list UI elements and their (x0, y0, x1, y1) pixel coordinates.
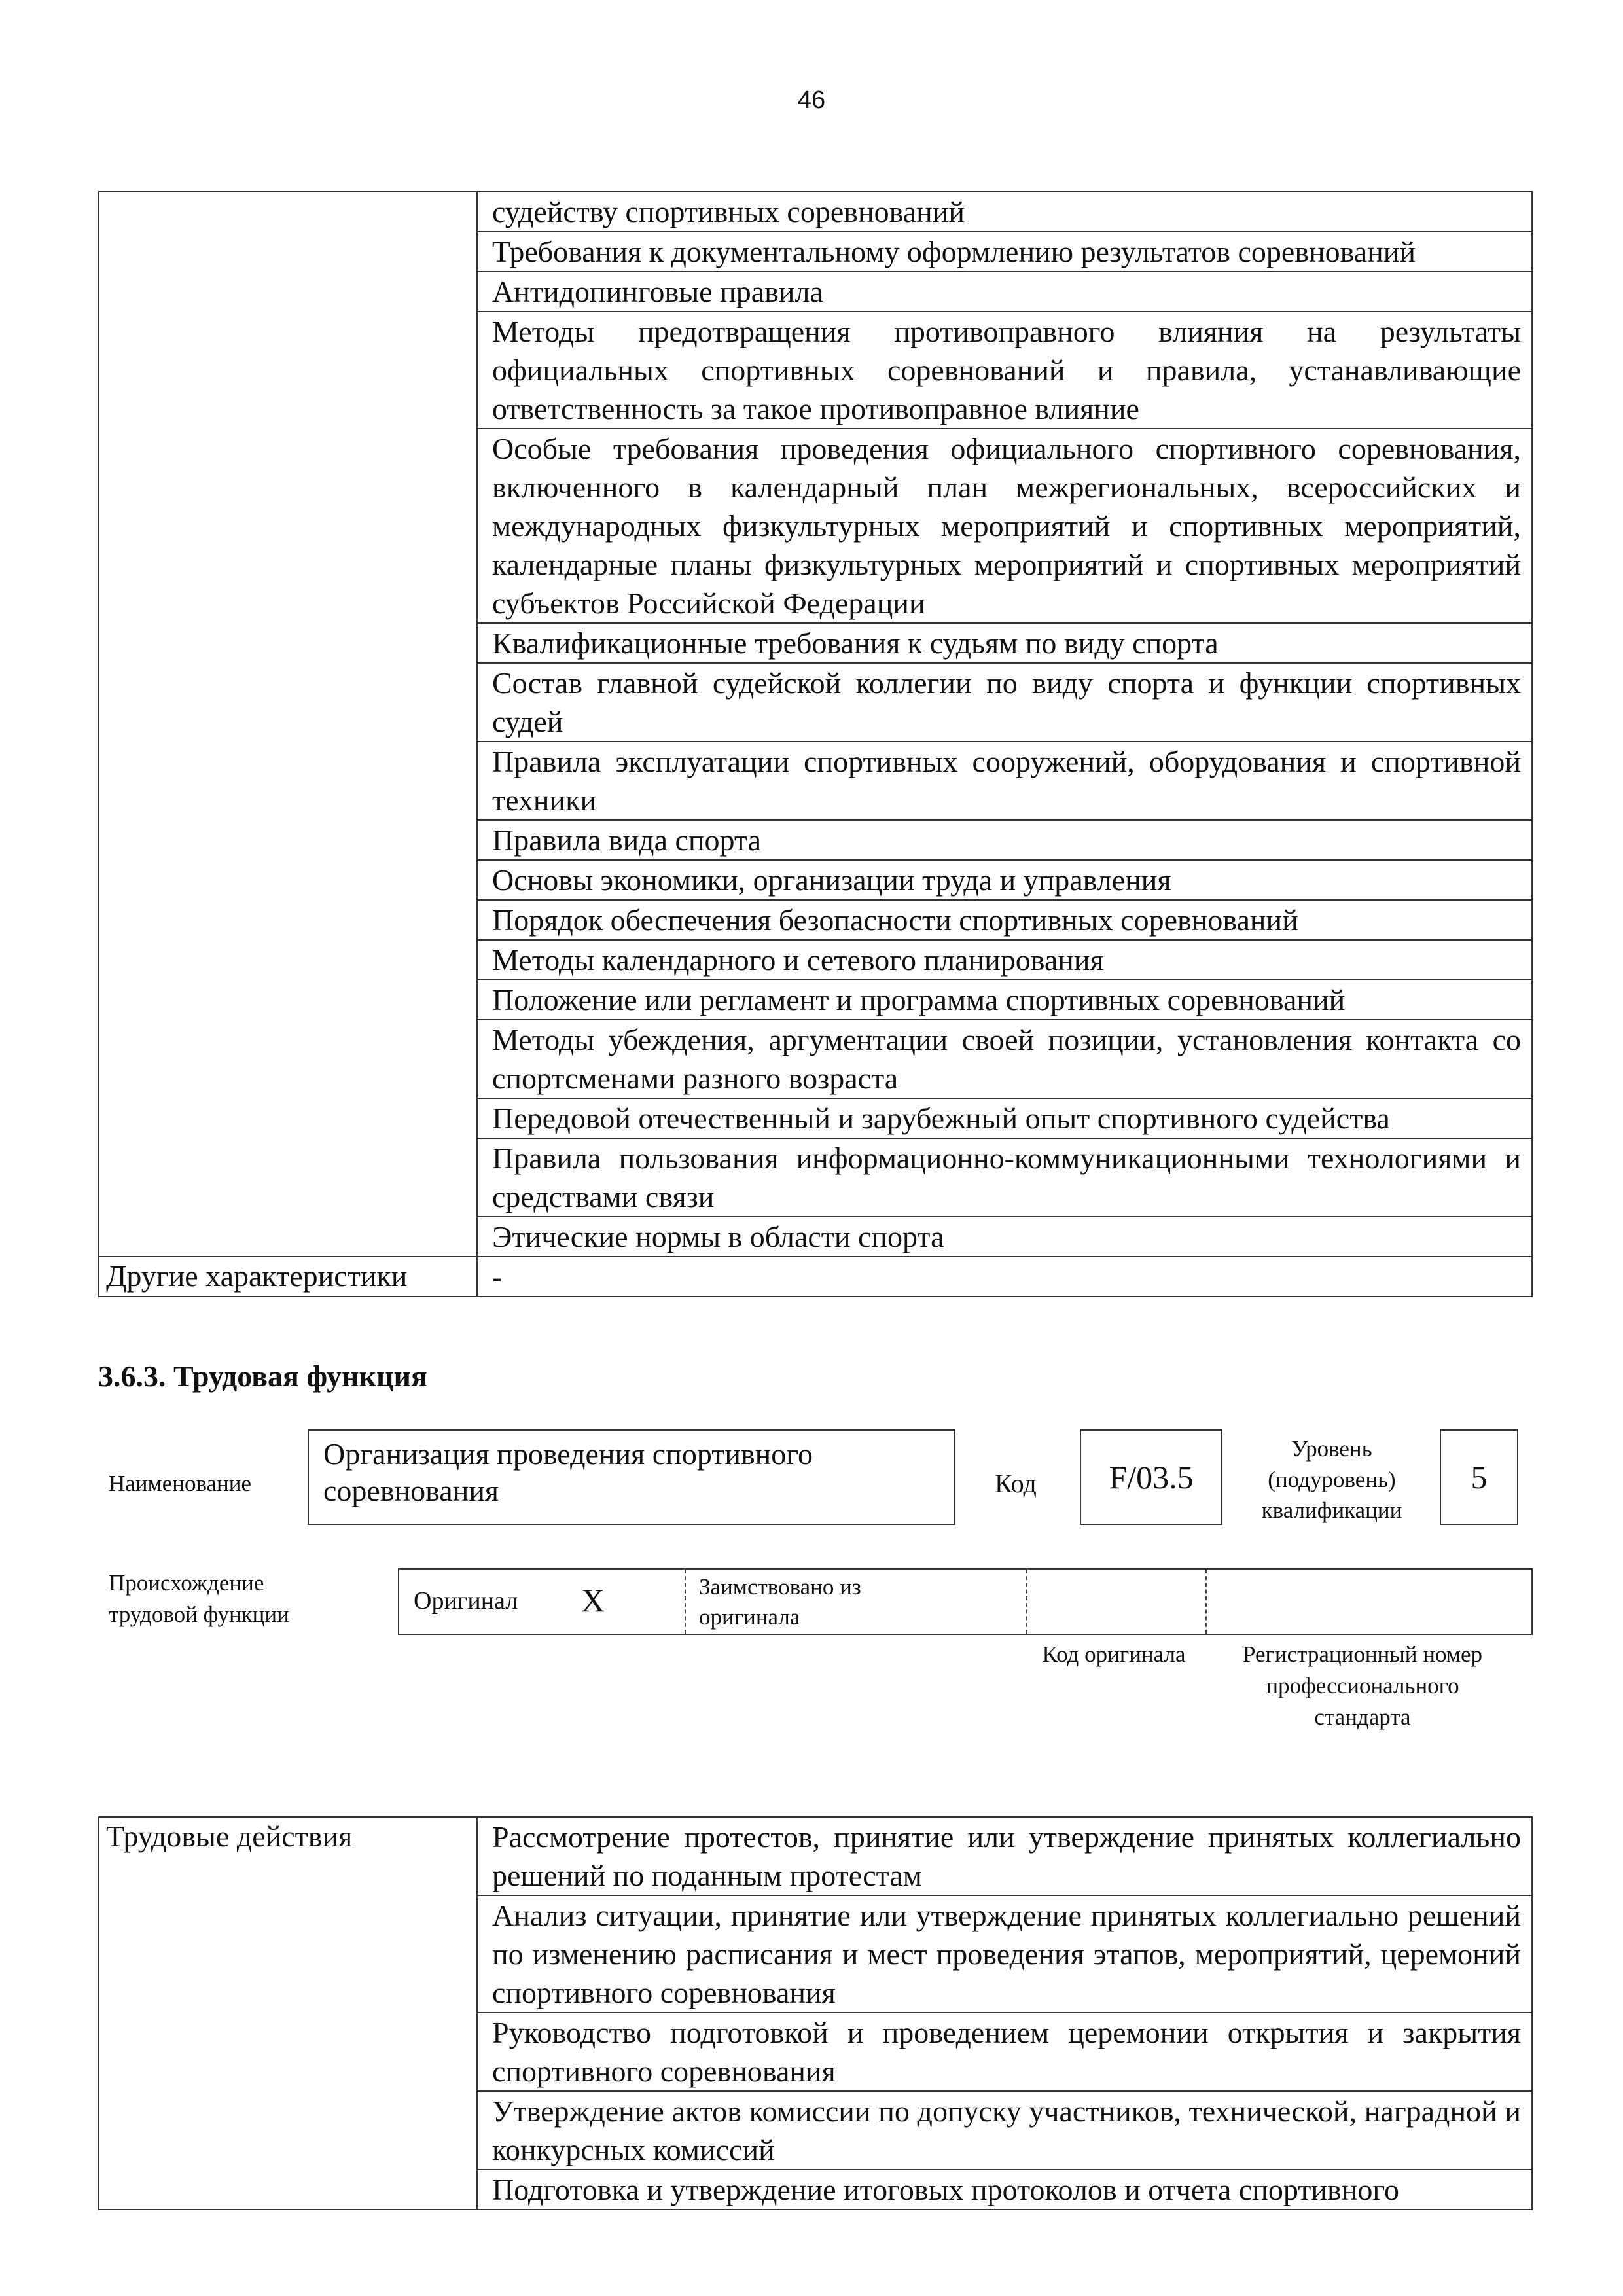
knowledge-item: Этические нормы в области спорта (477, 1217, 1532, 1257)
knowledge-item: Правила эксплуатации спортивных сооружений, оборудования и спортивной техники (477, 742, 1532, 820)
original-label: Оригинал (414, 1587, 518, 1615)
reg-number-caption: Регистрационный номер профессионального стандарта (1242, 1641, 1483, 1730)
qualification-level-label: Уровень (подуровень) квалификации (1261, 1436, 1402, 1523)
other-characteristics-value: - (477, 1257, 1532, 1297)
knowledge-item: Правила вида спорта (477, 820, 1532, 860)
origin-original-cell (399, 1570, 686, 1634)
knowledge-table (98, 191, 1533, 1297)
function-name-box (308, 1429, 955, 1525)
knowledge-item: Антидопинговые правила (477, 272, 1532, 312)
name-label: Наименование (109, 1471, 252, 1496)
original-mark: X (581, 1582, 605, 1619)
knowledge-item: Состав главной судейской коллегии по виду спорта и функции спортивных судей (477, 663, 1532, 742)
labor-action-item: Подготовка и утверждение итоговых протоколов и отчета спортивного (477, 2170, 1532, 2210)
knowledge-item: Передовой отечественный и зарубежный опыт спортивного судейства (477, 1098, 1532, 1138)
origin-label: Происхождение трудовой функции (109, 1570, 289, 1627)
labor-actions-table (98, 1816, 1533, 2210)
knowledge-item: Требования к документальному оформлению результатов соревнований (477, 232, 1532, 272)
code-box (1080, 1429, 1222, 1525)
borrowed-label: Заимствовано из оригинала (699, 1574, 861, 1630)
knowledge-item: Методы календарного и сетевого планирования (477, 940, 1532, 980)
labor-action-item: Руководство подготовкой и проведением церемонии открытия и закрытия спортивного соревнования (477, 2013, 1532, 2091)
table-row (99, 1817, 1532, 1895)
labor-action-item: Рассмотрение протестов, принятие или утверждение принятых коллегиально решений по поданным протестам (477, 1817, 1532, 1895)
knowledge-item: судейству спортивных соревнований (477, 192, 1532, 232)
origin-borrowed-cell (686, 1570, 1027, 1634)
table-row (99, 192, 1532, 232)
knowledge-item: Методы убеждения, аргументации своей позиции, установления контакта со спортсменами разного возраста (477, 1020, 1532, 1098)
knowledge-item: Особые требования проведения официального спортивного соревнования, включенного в календарный план межрегиональных, всероссийских и международных физкультурных мероприятий и спортивных мероприятий, календарные планы физкультурных мероприятий и спортивных мероприятий субъектов Российской Федерации (477, 429, 1532, 623)
table-row (99, 1257, 1532, 1297)
row-label-empty (99, 192, 477, 1257)
labor-action-item: Анализ ситуации, принятие или утверждение принятых коллегиально решений по изменению расписания и мест проведения этапов, мероприятий, церемоний спортивного соревнования (477, 1895, 1532, 2013)
knowledge-item: Порядок обеспечения безопасности спортивных соревнований (477, 900, 1532, 940)
section-heading: 3.6.3. Трудовая функция (98, 1359, 427, 1393)
knowledge-item: Методы предотвращения противоправного влияния на результаты официальных спортивных соревнований и правила, устанавливающие ответственность за такое противоправное влияние (477, 312, 1532, 429)
labor-action-item: Утверждение актов комиссии по допуску участников, технической, наградной и конкурсных комиссий (477, 2091, 1532, 2170)
knowledge-item: Правила пользования информационно-коммуникационными технологиями и средствами связи (477, 1138, 1532, 1217)
knowledge-item: Основы экономики, организации труда и управления (477, 860, 1532, 900)
origin-code-cell (1027, 1570, 1207, 1634)
code-label: Код (995, 1469, 1037, 1498)
origin-reg-cell (1207, 1570, 1531, 1634)
level-value: 5 (1471, 1459, 1488, 1496)
knowledge-item: Квалификационные требования к судьям по виду спорта (477, 623, 1532, 663)
labor-actions-label: Трудовые действия (99, 1817, 477, 2210)
function-name-value: Организация проведения спортивного соревнования (323, 1437, 813, 1507)
origin-box (398, 1568, 1533, 1635)
level-box (1440, 1429, 1518, 1525)
page-number: 46 (797, 86, 826, 114)
code-original-caption: Код оригинала (1042, 1641, 1186, 1667)
other-characteristics-label: Другие характеристики (99, 1257, 477, 1297)
knowledge-item: Положение или регламент и программа спортивных соревнований (477, 980, 1532, 1020)
code-value: F/03.5 (1109, 1459, 1194, 1496)
